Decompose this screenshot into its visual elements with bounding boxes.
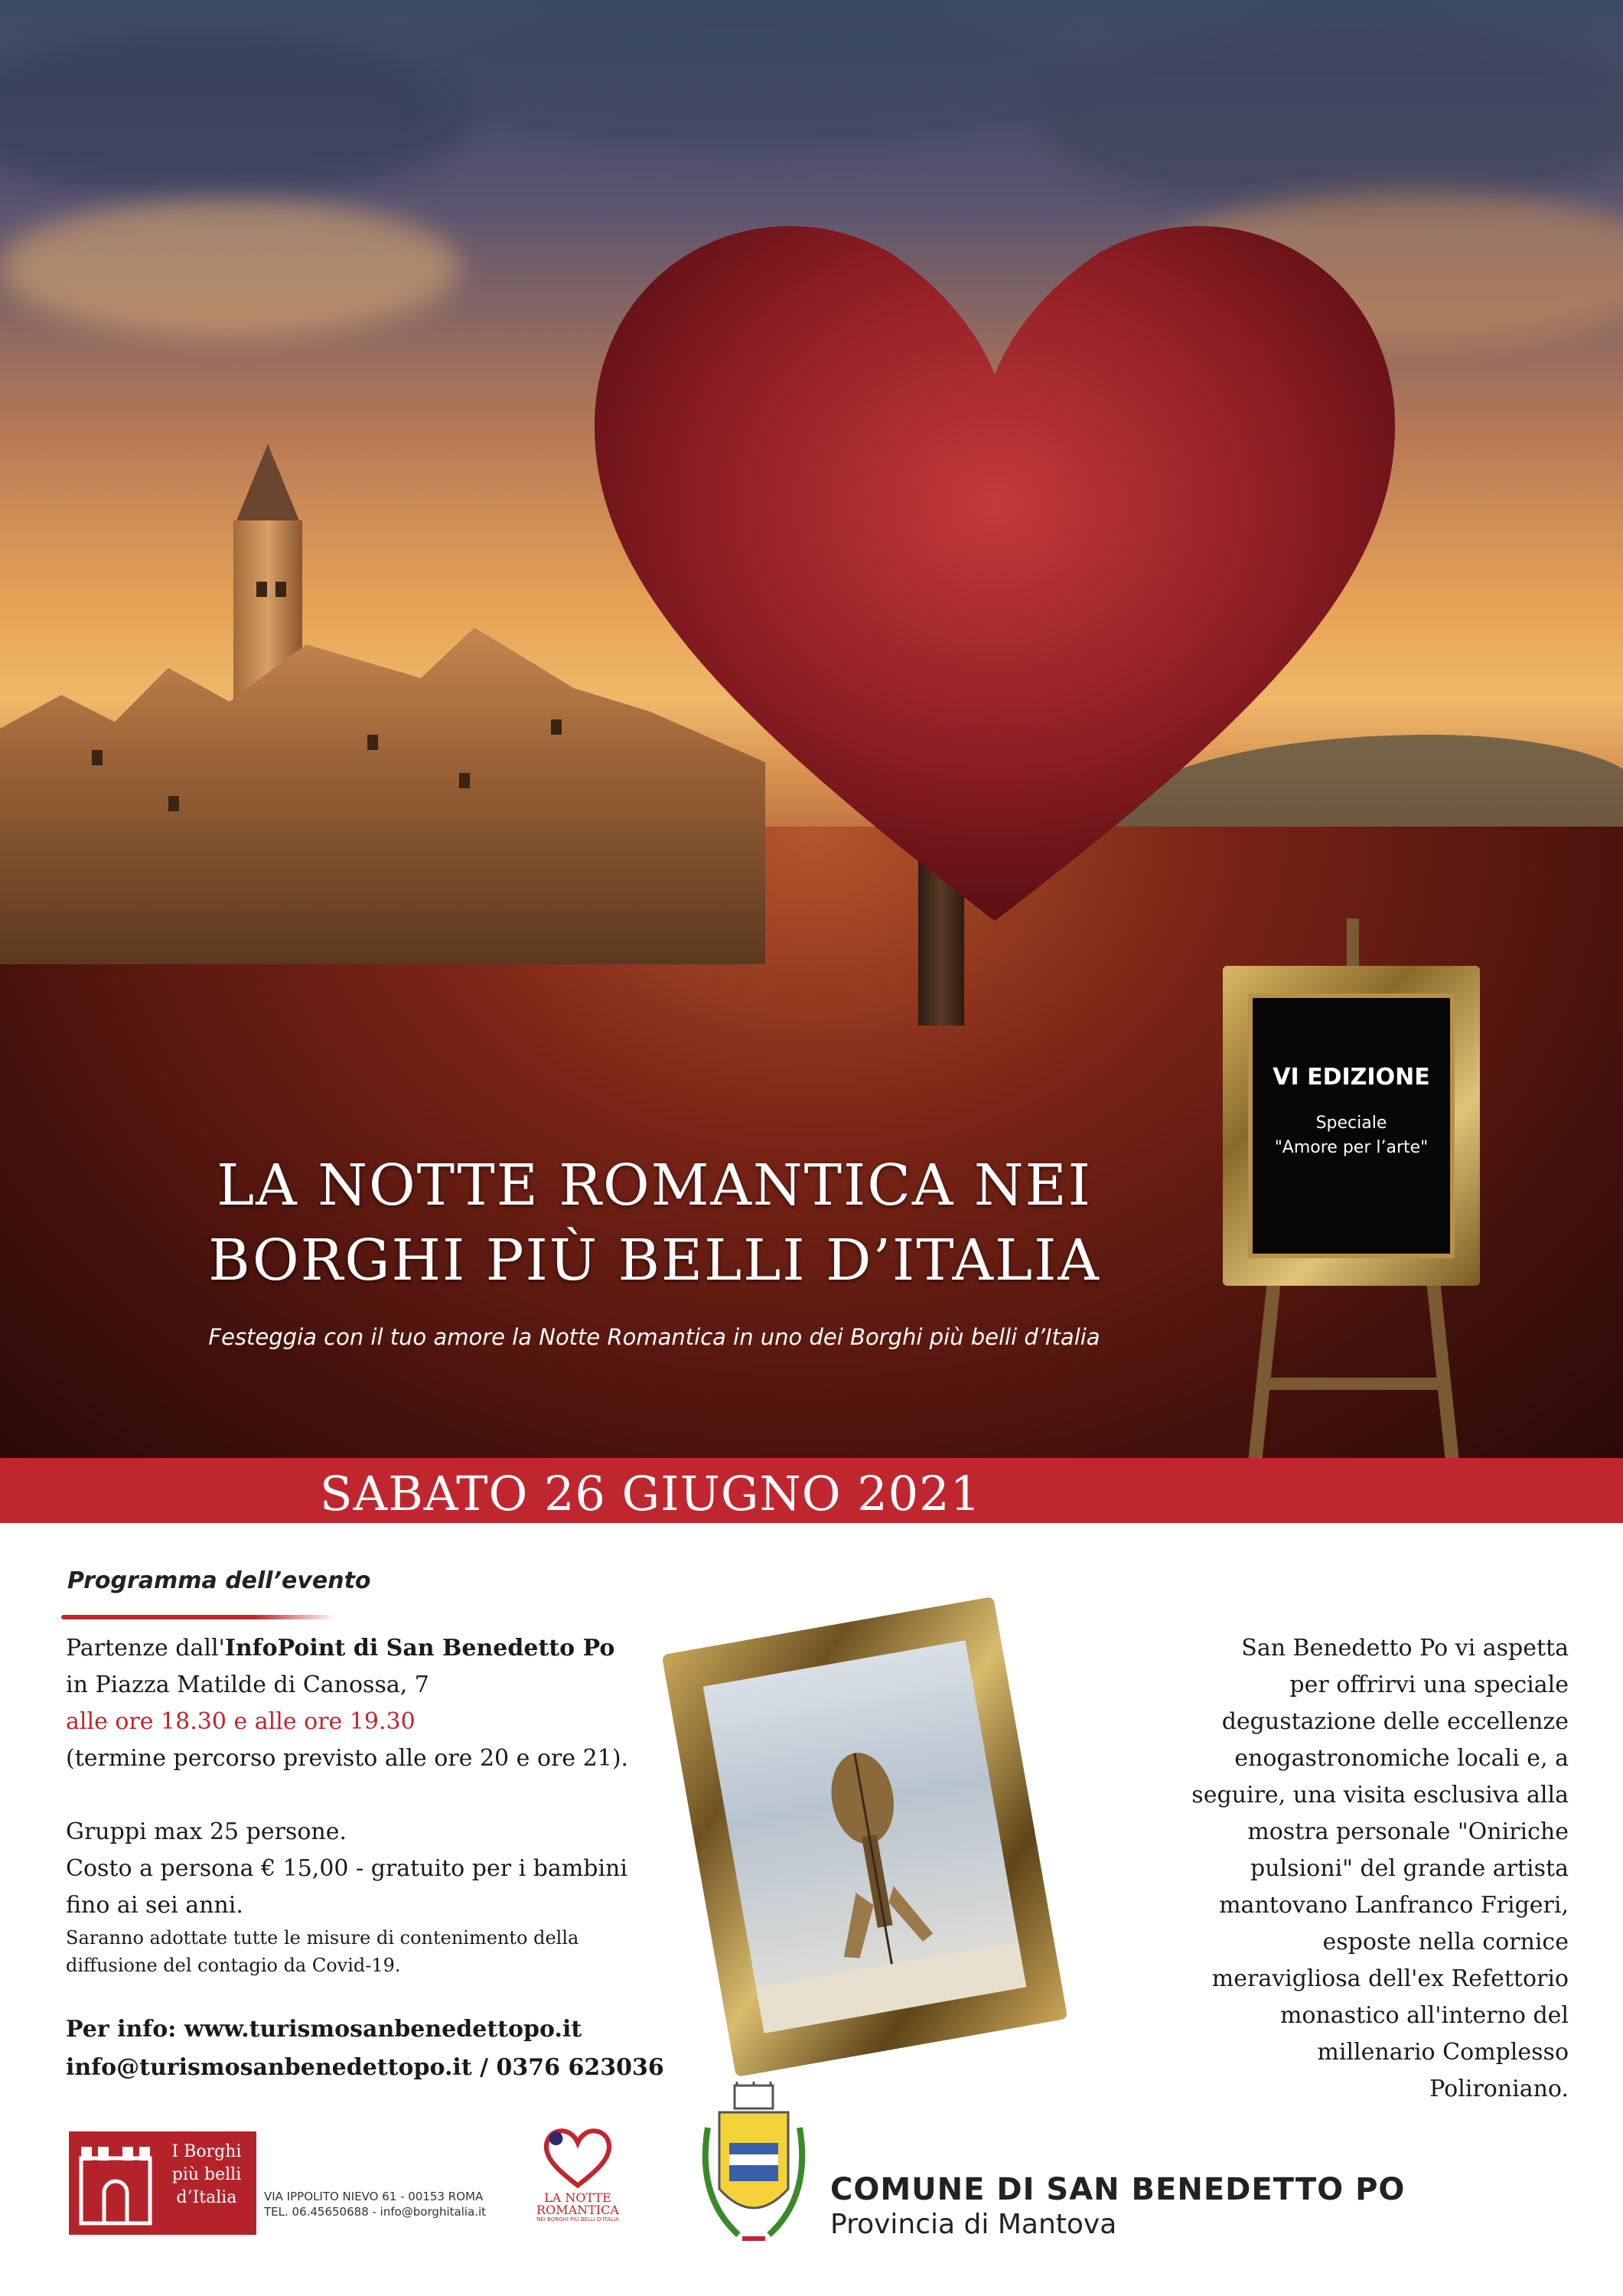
event-date: SABATO 26 GIUGNO 2021 xyxy=(319,1466,982,1521)
program-times: alle ore 18.30 e alle ore 19.30 xyxy=(66,1708,416,1735)
heart-tree-icon xyxy=(543,184,1446,964)
description-line: enogastronomiche locali e, a xyxy=(1234,1745,1569,1772)
covid-note-1: Saranno adottate tutte le misure di contenimento della xyxy=(66,1927,579,1949)
covid-note-2: diffusione del contagio da Covid-19. xyxy=(66,1955,401,1976)
description-line: esposte nella cornice xyxy=(1322,1929,1569,1955)
borghi-address xyxy=(264,2189,486,2219)
castle-icon xyxy=(73,2135,158,2231)
event-subtitle: Festeggia con il tuo amore la Notte Romantica in uno dei Borghi più belli d’Italia xyxy=(208,1324,1100,1350)
description-line: meravigliosa dell'ex Refettorio xyxy=(1211,1965,1569,1992)
program-cost: Costo a persona € 15,00 - gratuito per i bambini xyxy=(66,1855,627,1882)
special-line-2: "Amore per l’arte" xyxy=(1274,1138,1429,1157)
notte-logo-line-1: LA NOTTE xyxy=(544,2190,611,2205)
surreal-figure-icon xyxy=(703,1640,1027,2033)
edition-label: VI EDIZIONE xyxy=(1273,1064,1430,1091)
description-line: mostra personale "Oniriche xyxy=(1247,1818,1569,1845)
notte-logo-line-3: NEI BORGHI PIÙ BELLI D'ITALIA xyxy=(536,2216,619,2223)
info-website[interactable]: Per info: www.turismosanbenedettopo.it xyxy=(66,2016,582,2043)
program-line-1 xyxy=(66,1630,614,1667)
event-title xyxy=(130,1148,1178,1298)
description-line: monastico all'interno del xyxy=(1279,2002,1569,2029)
special-line-1: Speciale xyxy=(1315,1114,1387,1133)
borghi-line-2: più belli xyxy=(171,2165,242,2184)
description-line: pulsioni" del grande artista xyxy=(1250,1855,1569,1882)
borghi-logo-text xyxy=(161,2141,253,2210)
description-line: Polironiano. xyxy=(1429,2076,1569,2102)
program-line-4: (termine percorso previsto alle ore 20 e ore 21). xyxy=(66,1745,629,1772)
info-email-phone[interactable]: info@turismosanbenedettopo.it / 0376 623036 xyxy=(66,2054,664,2081)
notte-romantica-logo xyxy=(536,2128,620,2242)
address-line: VIA IPPOLITO NIEVO 61 - 00153 ROMA xyxy=(264,2190,484,2203)
municipality-name: COMUNE DI SAN BENEDETTO PO xyxy=(830,2172,1406,2207)
title-line-1: LA NOTTE ROMANTICA NEI xyxy=(217,1153,1092,1218)
description-line: degustazione delle eccellenze xyxy=(1221,1708,1569,1735)
program-groups: Gruppi max 25 persone. xyxy=(66,1818,347,1845)
title-line-2: BORGHI PIÙ BELLI D’ITALIA xyxy=(208,1228,1100,1293)
easel-bar xyxy=(1263,1378,1446,1390)
borghi-logo xyxy=(69,2131,256,2235)
description-line: mantovano Lanfranco Frigeri, xyxy=(1219,1892,1569,1919)
program-underline xyxy=(61,1615,337,1619)
program-cost-2: fino ai sei anni. xyxy=(66,1892,243,1919)
date-band xyxy=(0,1458,1623,1523)
program-line-2: in Piazza Matilde di Canossa, 7 xyxy=(66,1671,429,1698)
borghi-line-1: I Borghi xyxy=(171,2142,242,2161)
event-description xyxy=(1110,1630,1569,2108)
coat-of-arms-icon xyxy=(693,2082,815,2265)
description-line: per offrirvi una speciale xyxy=(1289,1671,1569,1698)
province-name: Provincia di Mantova xyxy=(830,2209,1117,2240)
description-line: millenario Complesso xyxy=(1317,2039,1569,2066)
special-label xyxy=(1248,1111,1455,1160)
heart-icon xyxy=(543,2128,612,2189)
framed-painting xyxy=(662,1596,1068,2077)
contact-line: TEL. 06.45650688 - info@borghitalia.it xyxy=(264,2205,487,2219)
program-heading: Programma dell’evento xyxy=(67,1567,371,1594)
infopoint-name: InfoPoint di San Benedetto Po xyxy=(224,1635,615,1662)
program-line-1-prefix: Partenze dall' xyxy=(66,1635,225,1662)
painting-canvas xyxy=(703,1640,1027,2033)
description-line: San Benedetto Po vi aspetta xyxy=(1241,1635,1569,1662)
notte-logo-line-2: ROMANTICA xyxy=(536,2203,619,2217)
borghi-line-3: d’Italia xyxy=(176,2188,237,2207)
description-line: seguire, una visita esclusiva alla xyxy=(1191,1782,1569,1808)
